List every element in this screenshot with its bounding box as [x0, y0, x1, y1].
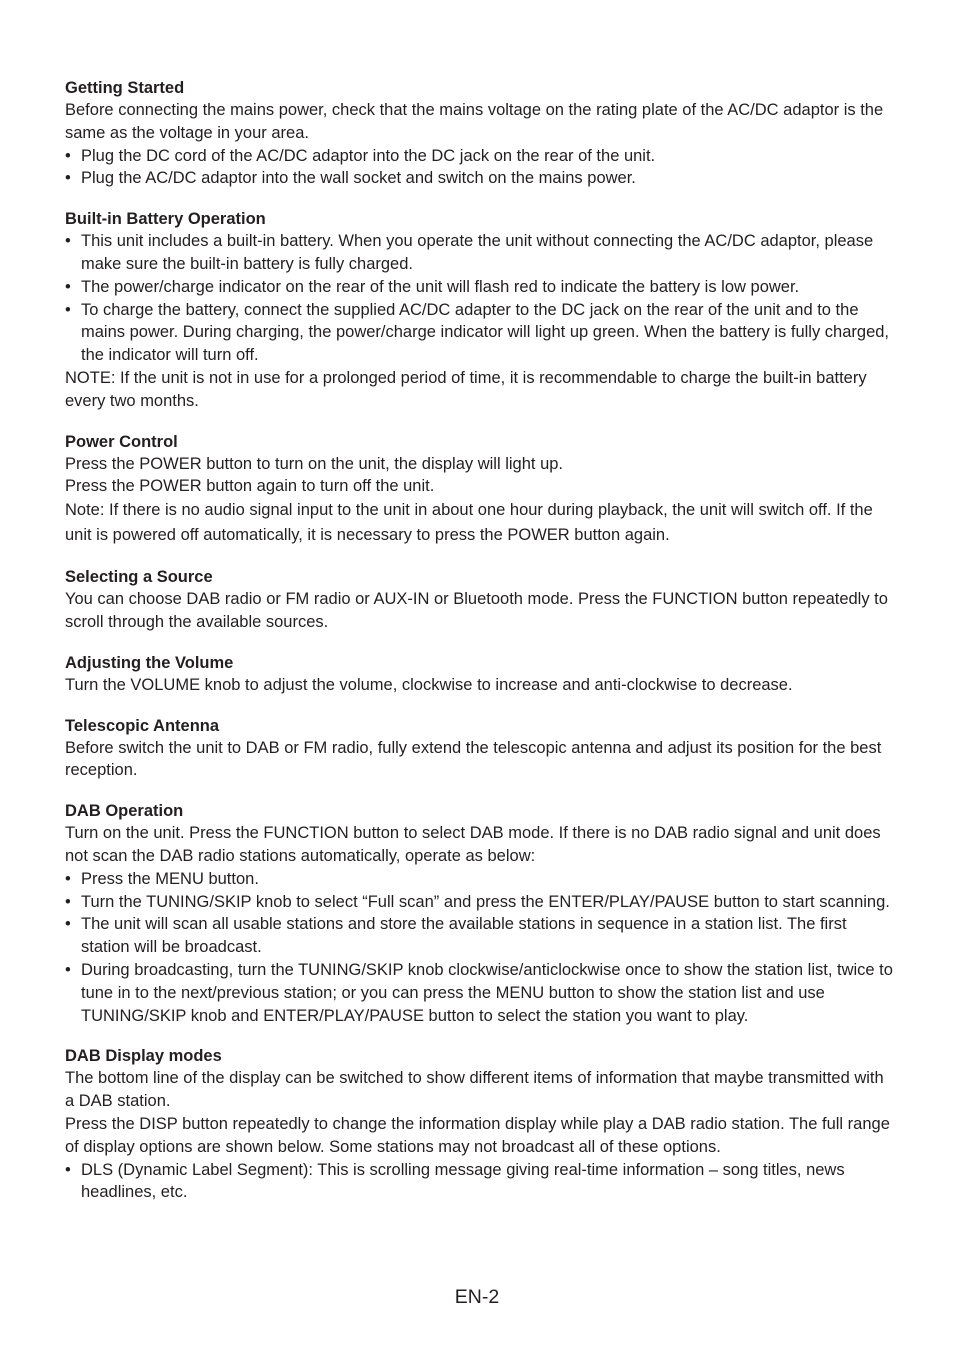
list-item: • To charge the battery, connect the supplied AC/DC adapter to the DC jack on the rear of the unit and to the mains power. During charging, the power/charge indicator will light up green. When the battery is fully charged, the indicator will turn off.: [65, 299, 895, 367]
section-line: Press the POWER button again to turn off the unit.: [65, 477, 435, 496]
section-battery-operation: [65, 208, 895, 412]
section-getting-started: [65, 77, 895, 190]
section-intro: Before connecting the mains power, check that the mains voltage on the rating plate of the AC/DC adaptor is the same as the voltage in your area.: [65, 101, 884, 142]
section-heading: Power Control: [65, 432, 178, 451]
section-note: NOTE: If the unit is not in use for a prolonged period of time, it is recommendable to charge the built-in battery every two months.: [65, 368, 867, 410]
section-power-control: [65, 431, 895, 549]
section-dab-operation: [65, 800, 895, 1027]
bullet-list: [65, 230, 895, 367]
list-item: • The unit will scan all usable stations and store the available stations in sequence in a station list. The first station will be broadcast.: [65, 913, 895, 959]
section-text: You can choose DAB radio or FM radio or AUX-IN or Bluetooth mode. Press the FUNCTION button repeatedly to scroll through the available sources.: [65, 590, 888, 631]
section-selecting-source: [65, 566, 895, 634]
section-heading: Selecting a Source: [65, 568, 213, 587]
section-heading: Telescopic Antenna: [65, 716, 220, 735]
list-item: • Press the MENU button.: [65, 868, 895, 891]
page-number: EN-2: [454, 1286, 500, 1308]
section-adjusting-volume: [65, 652, 895, 697]
list-item: • Plug the AC/DC adaptor into the wall socket and switch on the mains power.: [65, 167, 895, 190]
section-text: Before switch the unit to DAB or FM radio, fully extend the telescopic antenna and adjust its position for the best reception.: [65, 738, 882, 780]
section-heading: DAB Display modes: [65, 1047, 222, 1066]
list-item: • DLS (Dynamic Label Segment): This is scrolling message giving real-time information – song titles, news headlines, etc.: [65, 1159, 895, 1205]
list-item: • Plug the DC cord of the AC/DC adaptor into the DC jack on the rear of the unit.: [65, 145, 895, 168]
section-text: Turn the VOLUME knob to adjust the volume, clockwise to increase and anti-clockwise to decrease.: [65, 675, 793, 694]
section-heading: Built-in Battery Operation: [65, 210, 266, 229]
section-heading: Adjusting the Volume: [65, 653, 234, 672]
bullet-list: [65, 145, 895, 191]
section-note: Note: If there is no audio signal input to the unit in about one hour during playback, the unit will switch off. If the unit is powered off automatically, it is necessary to press the POWER button again.: [65, 501, 873, 545]
section-intro: Turn on the unit. Press the FUNCTION button to select DAB mode. If there is no DAB radio signal and unit does not scan the DAB radio stations automatically, operate as below:: [65, 824, 881, 865]
list-item: • This unit includes a built-in battery. When you operate the unit without connecting the AC/DC adaptor, please make sure the built-in battery is fully charged.: [65, 230, 895, 276]
section-line: Press the DISP button repeatedly to change the information display while play a DAB radio station. The full range of display options are shown below. Some stations may not broadcast all of these options.: [65, 1114, 890, 1156]
section-heading: DAB Operation: [65, 802, 184, 821]
bullet-list: [65, 1159, 895, 1205]
list-item: • Turn the TUNING/SKIP knob to select “Full scan” and press the ENTER/PLAY/PAUSE button to start scanning.: [65, 891, 895, 914]
list-item: • The power/charge indicator on the rear of the unit will flash red to indicate the battery is low power.: [65, 276, 895, 299]
section-line: The bottom line of the display can be switched to show different items of information that maybe transmitted with a DAB station.: [65, 1069, 884, 1111]
manual-page: [65, 77, 895, 1222]
section-heading: Getting Started: [65, 79, 185, 97]
section-telescopic-antenna: [65, 715, 895, 783]
list-item: • During broadcasting, turn the TUNING/SKIP knob clockwise/anticlockwise once to show the station list, twice to tune in to the next/previous station; or you can press the MENU button to show the station list and use TUNING/SKIP knob and ENTER/PLAY/PAUSE button to select the station you want to play.: [65, 959, 895, 1027]
bullet-list: [65, 868, 895, 1028]
section-dab-display-modes: [65, 1045, 895, 1204]
section-line: Press the POWER button to turn on the unit, the display will light up.: [65, 454, 564, 473]
